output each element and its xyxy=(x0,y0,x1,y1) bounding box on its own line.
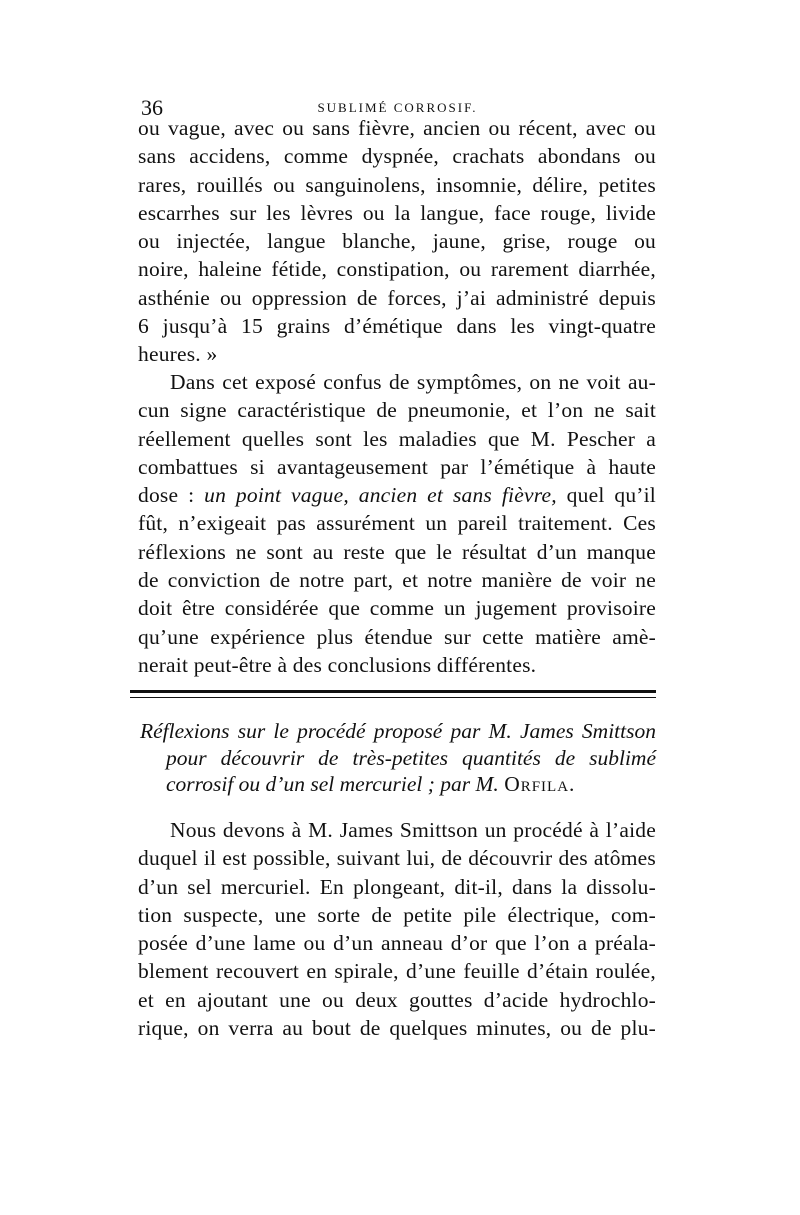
section-title xyxy=(140,718,656,798)
section-title-line: pour découvrir de très-petites quantités de sublimé xyxy=(166,745,656,770)
paragraph-line: réellement quelles sont les maladies que M. Pescher a xyxy=(138,426,656,451)
paragraph-line: nerait peut-être à des conclusions différentes. xyxy=(138,652,537,677)
paragraph-line: Dans cet exposé confus de symptômes, on ne voit au- xyxy=(170,370,656,394)
author-name: Orfila. xyxy=(504,772,576,796)
paragraph-text: dose : xyxy=(138,483,205,508)
paragraph-text: quel qu’il xyxy=(556,483,656,508)
paragraph-line: heures. » xyxy=(138,342,218,367)
paragraph-line: réflexions ne sont au reste que le résultat d’un manque xyxy=(138,539,656,564)
paragraph-line: asthénie ou oppression de forces, j’ai administré depuis xyxy=(138,285,656,310)
paragraph-line xyxy=(138,481,656,509)
paragraph-line: et en ajoutant une ou deux gouttes d’acide hydrochlo- xyxy=(138,987,656,1012)
paragraph-line: blement recouvert en spirale, d’une feuille d’étain roulée, xyxy=(138,959,656,984)
paragraph-line: noire, haleine fétide, constipation, ou rarement diarrhée, xyxy=(138,257,656,282)
paragraph-3 xyxy=(138,816,656,1042)
section-title-line: Réflexions sur le procédé proposé par M. James Smittson xyxy=(140,719,656,743)
paragraph-line: rares, rouillés ou sanguinolens, insomnie, délire, petites xyxy=(138,172,656,197)
paragraph-line: cun signe caractéristique de pneumonie, et l’on ne sait xyxy=(138,398,656,423)
paragraph-line: sans accidens, comme dyspnée, crachats abondans ou xyxy=(138,144,656,169)
paragraph-line: ou injectée, langue blanche, jaune, grise, rouge ou xyxy=(138,229,656,254)
paragraph-2 xyxy=(138,368,656,679)
paragraph-line: tion suspecte, une sorte de petite pile électrique, com- xyxy=(138,902,656,927)
paragraph-line: de conviction de notre part, et notre manière de voir ne xyxy=(138,568,656,593)
paragraph-line: rique, on verra au bout de quelques minutes, ou de plu- xyxy=(138,1016,656,1041)
paragraph-line: escarrhes sur les lèvres ou la langue, face rouge, livide xyxy=(138,200,656,225)
section-divider-thick xyxy=(130,690,656,693)
paragraph-line: qu’une expérience plus étendue sur cette matière amè- xyxy=(138,624,656,649)
paragraph-line: combattues si avantageusement par l’émétique à haute xyxy=(138,454,656,479)
paragraph-line: fût, n’exigeait pas assurément un pareil traitement. Ces xyxy=(138,511,656,536)
paragraph-line: 6 jusqu’à 15 grains d’émétique dans les vingt-quatre xyxy=(138,314,656,339)
paragraph-line: posée d’une lame ou d’un anneau d’or que l’on a préala- xyxy=(138,931,656,956)
section-title-text: corrosif ou d’un sel mercuriel ; par M. xyxy=(166,772,505,796)
page-number: 36 xyxy=(141,95,163,120)
running-title: SUBLIMÉ CORROSIF. xyxy=(317,100,478,115)
paragraph-line: ou vague, avec ou sans fièvre, ancien ou récent, avec ou xyxy=(138,116,656,140)
paragraph-line: duquel il est possible, suivant lui, de découvrir des atômes xyxy=(138,846,656,871)
section-divider-thin xyxy=(130,697,656,698)
section-title-line xyxy=(140,771,656,798)
italic-quote: un point vague, ancien et sans fièvre, xyxy=(204,483,557,508)
paragraph-line: Nous devons à M. James Smittson un procédé à l’aide xyxy=(170,818,656,842)
paragraph-1 xyxy=(138,114,656,369)
paragraph-line: doit être considérée que comme un jugement provisoire xyxy=(138,596,656,621)
paragraph-line: d’un sel mercuriel. En plongeant, dit-il, dans la dissolu- xyxy=(138,874,656,899)
